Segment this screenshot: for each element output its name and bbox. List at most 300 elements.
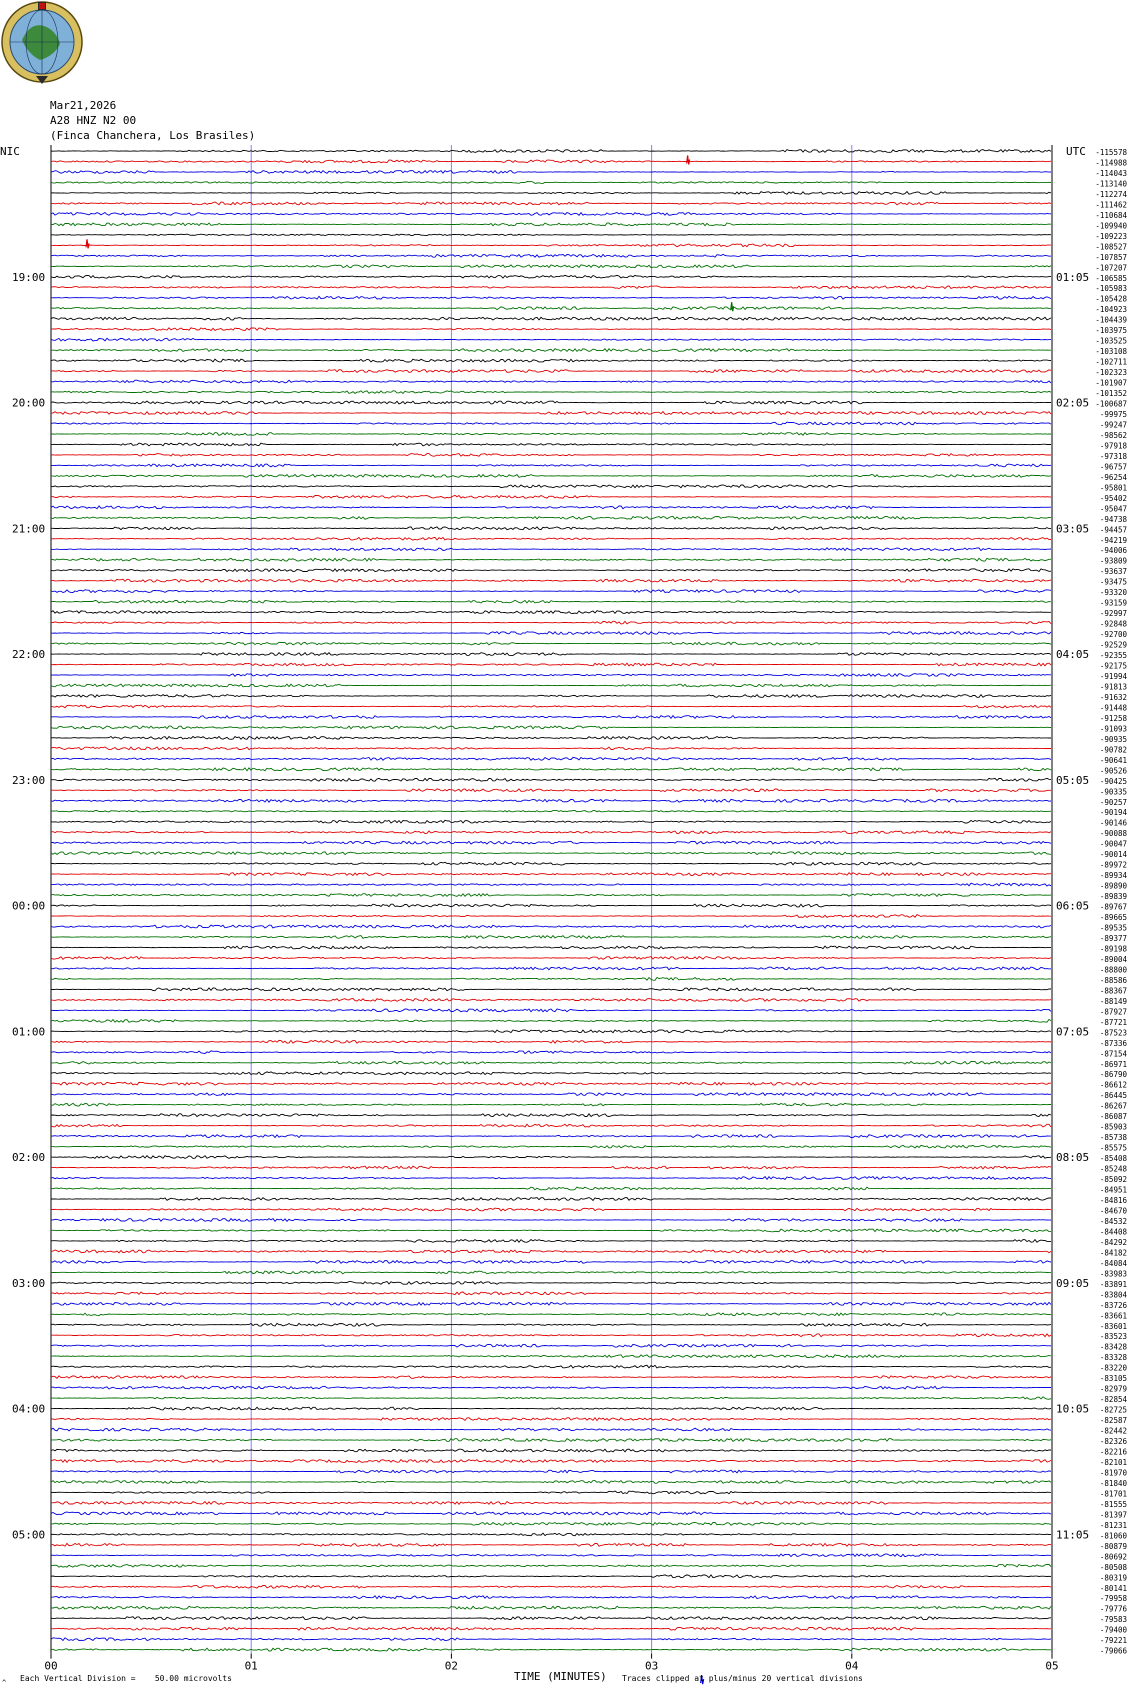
trace-offset-label: -96757 <box>1099 462 1127 472</box>
trace-offset-label: -85248 <box>1099 1164 1127 1174</box>
trace-offset-label: -79221 <box>1099 1636 1127 1646</box>
trace-90 <box>51 1093 1051 1096</box>
trace-offset-label: -93809 <box>1099 556 1127 566</box>
trace-offset-label: -103108 <box>1095 347 1127 357</box>
trace-20 <box>51 359 1051 362</box>
events <box>86 155 734 1684</box>
trace-offset-label: -90782 <box>1099 745 1127 755</box>
trace-offset-label: -84532 <box>1099 1216 1127 1226</box>
right-time-label: 11:05 <box>1056 1528 1090 1542</box>
trace-offset-label: -94219 <box>1099 535 1127 545</box>
trace-offset-label: -90014 <box>1099 850 1127 860</box>
left-time-label: 05:00 <box>12 1528 46 1542</box>
trace-offset-label: -114043 <box>1095 168 1127 178</box>
trace-offset-label: -86445 <box>1099 1091 1127 1101</box>
trace-offset-label: -79400 <box>1099 1625 1127 1635</box>
trace-106 <box>51 1261 1051 1264</box>
trace-132 <box>51 1533 1051 1536</box>
trace-101 <box>51 1208 1051 1211</box>
trace-offset-label: -108527 <box>1095 242 1127 252</box>
trace-77 <box>51 957 1051 960</box>
trace-offset-label: -89377 <box>1099 934 1127 943</box>
trace-offset-label: -88586 <box>1099 975 1127 985</box>
trace-offset-label: -84084 <box>1099 1258 1127 1268</box>
trace-offset-label: -104923 <box>1095 305 1127 315</box>
trace-offset-label: -95047 <box>1099 504 1127 514</box>
trace-92 <box>51 1114 1051 1117</box>
trace-offset-label: -101907 <box>1095 378 1127 388</box>
trace-114 <box>51 1344 1051 1347</box>
trace-offset-label: -79583 <box>1099 1615 1127 1625</box>
trace-offset-label: -85408 <box>1099 1154 1127 1164</box>
trace-offset-label: -97918 <box>1099 441 1127 451</box>
trace-offset-label: -91632 <box>1099 692 1127 702</box>
trace-offset-label: -93475 <box>1099 577 1127 587</box>
trace-offset-label: -84670 <box>1099 1206 1127 1216</box>
trace-81 <box>51 999 1051 1002</box>
trace-103 <box>51 1229 1051 1232</box>
trace-80 <box>51 988 1051 991</box>
trace-offset-label: -105983 <box>1095 284 1127 294</box>
trace-24 <box>51 401 1051 404</box>
trace-offset-label: -90146 <box>1099 818 1127 828</box>
trace-offset-label: -95801 <box>1099 483 1127 493</box>
left-time-label: 03:00 <box>12 1276 46 1290</box>
trace-9 <box>51 244 1051 247</box>
trace-136 <box>51 1575 1051 1578</box>
trace-offset-label: -82854 <box>1099 1395 1127 1405</box>
trace-offset-label: -90935 <box>1099 734 1127 744</box>
trace-offset-label: -89972 <box>1099 860 1127 870</box>
trace-53 <box>51 705 1051 708</box>
trace-offset-label: -87336 <box>1099 1038 1127 1048</box>
trace-26 <box>51 422 1051 425</box>
right-time-label: 01:05 <box>1056 270 1090 284</box>
trace-75 <box>51 936 1051 939</box>
trace-offset-label: -83983 <box>1099 1269 1127 1279</box>
trace-offset-label: -112274 <box>1095 189 1127 199</box>
trace-offset-label: -79958 <box>1099 1594 1127 1604</box>
trace-offset-label: -83105 <box>1099 1374 1127 1384</box>
trace-30 <box>51 464 1051 467</box>
trace-offset-label: -90257 <box>1099 797 1127 807</box>
trace-100 <box>51 1198 1051 1201</box>
trace-offset-label: -81840 <box>1099 1478 1127 1488</box>
trace-73 <box>51 915 1051 918</box>
left-time-label: 22:00 <box>12 648 46 662</box>
trace-37 <box>51 537 1051 540</box>
trace-55 <box>51 726 1051 729</box>
trace-46 <box>51 632 1051 635</box>
trace-18 <box>51 338 1051 341</box>
trace-34 <box>51 506 1051 509</box>
trace-122 <box>51 1428 1051 1431</box>
trace-83 <box>51 1020 1051 1023</box>
trace-offset-label: -83428 <box>1099 1342 1127 1352</box>
trace-offset-label: -89934 <box>1099 871 1127 881</box>
trace-110 <box>51 1302 1051 1305</box>
trace-offset-label: -89767 <box>1099 902 1127 912</box>
right-time-label: 10:05 <box>1056 1402 1090 1416</box>
trace-117 <box>51 1376 1051 1379</box>
trace-71 <box>51 894 1051 897</box>
trace-14 <box>51 296 1051 299</box>
trace-68 <box>51 862 1051 865</box>
x-tick-label: 05 <box>1045 1659 1059 1673</box>
right-time-label: 08:05 <box>1056 1151 1090 1165</box>
trace-offset-label: -85903 <box>1099 1122 1127 1132</box>
x-tick-label: 03 <box>644 1659 659 1673</box>
right-time-label: 04:05 <box>1056 648 1090 662</box>
trace-72 <box>51 904 1051 907</box>
trace-89 <box>51 1082 1051 1085</box>
trace-offset-label: -99975 <box>1099 410 1127 419</box>
trace-offset-label: -107857 <box>1095 252 1127 262</box>
trace-offset-label: -85092 <box>1099 1175 1127 1185</box>
right-time-label: 02:05 <box>1056 396 1090 410</box>
trace-offset-label: -82101 <box>1099 1458 1127 1467</box>
trace-115 <box>51 1355 1051 1358</box>
trace-offset-label: -113140 <box>1095 179 1127 189</box>
right-time-label: 07:05 <box>1056 1025 1090 1039</box>
trace-offset-label: -86971 <box>1099 1059 1127 1069</box>
trace-offset-label: -105428 <box>1095 294 1127 304</box>
trace-offset-label: -89004 <box>1099 954 1127 964</box>
trace-offset-label: -93320 <box>1099 588 1127 598</box>
trace-offset-label: -81397 <box>1099 1510 1127 1520</box>
clip-note: Traces clipped at plus/minus 20 vertical divisions <box>622 1674 863 1683</box>
trace-91 <box>51 1103 1051 1106</box>
trace-108 <box>51 1282 1051 1285</box>
trace-offset-label: -114988 <box>1095 158 1127 168</box>
trace-21 <box>51 370 1051 373</box>
trace-128 <box>51 1491 1051 1494</box>
trace-126 <box>51 1470 1051 1473</box>
trace-74 <box>51 925 1051 928</box>
left-time-labels <box>12 271 45 1542</box>
trace-offset-label: -82725 <box>1099 1405 1127 1415</box>
trace-121 <box>51 1418 1051 1421</box>
trace-offset-label: -87154 <box>1099 1049 1127 1059</box>
trace-offset-label: -84951 <box>1099 1185 1127 1195</box>
trace-offset-label: -111462 <box>1095 200 1127 210</box>
trace-offset-label: -91813 <box>1099 682 1127 692</box>
trace-offset-label: -81555 <box>1099 1499 1127 1509</box>
trace-94 <box>51 1135 1051 1138</box>
trace-111 <box>51 1313 1051 1316</box>
trace-offset-label: -91994 <box>1099 672 1127 681</box>
trace-offset-label: -88800 <box>1099 965 1127 975</box>
trace-7 <box>51 223 1051 226</box>
trace-offset-label: -84816 <box>1099 1196 1127 1205</box>
trace-131 <box>51 1523 1051 1526</box>
trace-31 <box>51 475 1051 478</box>
trace-offset-label: -100687 <box>1095 399 1127 409</box>
trace-offset-label: -92848 <box>1099 619 1127 629</box>
trace-51 <box>51 684 1051 687</box>
trace-offset-label: -80141 <box>1099 1583 1127 1593</box>
trace-offset-label: -86790 <box>1099 1070 1127 1080</box>
trace-offset-label: -83661 <box>1099 1311 1127 1321</box>
trace-offset-label: -83523 <box>1099 1332 1127 1342</box>
trace-offset-label: -96254 <box>1099 472 1127 482</box>
trace-95 <box>51 1145 1051 1148</box>
trace-98 <box>51 1177 1051 1180</box>
trace-61 <box>51 789 1051 792</box>
trace-93 <box>51 1124 1051 1127</box>
trace-33 <box>51 495 1051 498</box>
trace-offset-label: -90641 <box>1099 755 1127 765</box>
record-date: Mar21,2026 <box>50 99 117 112</box>
trace-19 <box>51 349 1051 352</box>
trace-offset-label: -103525 <box>1095 336 1127 346</box>
trace-129 <box>51 1502 1051 1505</box>
trace-offset-label: -92355 <box>1099 651 1127 661</box>
trace-offset-label: -82979 <box>1099 1384 1127 1394</box>
trace-offset-label: -110684 <box>1095 210 1127 220</box>
trace-3 <box>51 181 1051 183</box>
event-spike-1 <box>731 302 734 311</box>
trace-0 <box>51 150 1051 153</box>
trace-offset-label: -89839 <box>1099 892 1127 902</box>
trace-offset-label: -82442 <box>1099 1426 1127 1436</box>
left-time-label: 20:00 <box>12 396 46 410</box>
trace-35 <box>51 516 1051 519</box>
trace-offset-label: -107207 <box>1095 263 1127 273</box>
trace-offset-label: -92997 <box>1099 609 1127 619</box>
trace-offset-label: -87721 <box>1099 1017 1127 1027</box>
trace-offset-label: -88367 <box>1099 986 1127 996</box>
trace-124 <box>51 1449 1051 1452</box>
trace-offset-label: -83328 <box>1099 1353 1127 1363</box>
trace-offset-label: -97318 <box>1099 451 1127 461</box>
trace-49 <box>51 663 1051 666</box>
x-tick-label: 01 <box>244 1659 258 1673</box>
event-spike-2 <box>687 155 690 164</box>
trace-offset-label: -93159 <box>1099 598 1127 608</box>
trace-4 <box>51 192 1051 195</box>
trace-120 <box>51 1407 1051 1410</box>
trace-offset-label: -90088 <box>1099 829 1127 839</box>
trace-offset-label: -83726 <box>1099 1300 1127 1310</box>
trace-137 <box>51 1585 1051 1588</box>
trace-118 <box>51 1386 1051 1389</box>
trace-offset-label: -84182 <box>1099 1248 1127 1258</box>
right-time-label: 03:05 <box>1056 522 1090 536</box>
trace-17 <box>51 328 1051 331</box>
trace-102 <box>51 1219 1051 1222</box>
trace-1 <box>51 160 1051 163</box>
trace-109 <box>51 1292 1051 1295</box>
trace-offset-label: -83891 <box>1099 1279 1127 1289</box>
trace-104 <box>51 1240 1051 1243</box>
trace-offset-label: -88149 <box>1099 996 1127 1006</box>
trace-offset-label: -80879 <box>1099 1541 1127 1551</box>
trace-97 <box>51 1166 1051 1169</box>
trace-28 <box>51 443 1051 446</box>
trace-116 <box>51 1365 1051 1368</box>
trace-66 <box>51 841 1051 844</box>
trace-offset-label: -83804 <box>1099 1290 1127 1300</box>
trace-63 <box>51 811 1051 812</box>
trace-offset-label: -82326 <box>1099 1437 1127 1447</box>
corner-mark: ^ <box>2 1679 7 1687</box>
trace-offset-label: -91258 <box>1099 713 1127 723</box>
x-axis-title: TIME (MINUTES) <box>514 1670 607 1683</box>
trace-84 <box>51 1030 1051 1033</box>
trace-130 <box>51 1512 1051 1515</box>
trace-offset-label: -90425 <box>1099 776 1127 786</box>
trace-32 <box>51 485 1051 488</box>
trace-112 <box>51 1323 1051 1326</box>
trace-offset-label: -82216 <box>1099 1447 1127 1457</box>
trace-58 <box>51 757 1051 760</box>
trace-15 <box>51 307 1051 310</box>
trace-offset-label: -89665 <box>1099 913 1127 923</box>
trace-67 <box>51 852 1051 855</box>
trace-offset-label: -82587 <box>1099 1416 1127 1426</box>
trace-offset-label: -101352 <box>1095 389 1127 399</box>
trace-offset-label: -92700 <box>1099 630 1127 640</box>
left-time-label: 04:00 <box>12 1402 46 1416</box>
trace-39 <box>51 558 1051 561</box>
trace-56 <box>51 737 1051 740</box>
trace-125 <box>51 1460 1051 1463</box>
trace-offset-label: -91093 <box>1099 724 1127 734</box>
left-time-label: 02:00 <box>12 1151 46 1165</box>
trace-57 <box>51 747 1051 750</box>
trace-36 <box>51 527 1051 530</box>
trace-offset-label: -89198 <box>1099 944 1127 954</box>
x-tick-label: 00 <box>44 1659 58 1673</box>
left-timezone-label: NIC <box>0 145 20 158</box>
trace-offset-label: -81060 <box>1099 1531 1127 1541</box>
trace-offset-label: -83220 <box>1099 1363 1127 1373</box>
trace-offset-label: -84292 <box>1099 1237 1127 1247</box>
trace-offset-label: -86087 <box>1099 1112 1127 1122</box>
trace-offset-label: -85575 <box>1099 1143 1127 1153</box>
trace-113 <box>51 1334 1051 1337</box>
trace-2 <box>51 171 1051 174</box>
trace-38 <box>51 548 1051 551</box>
trace-offset-label: -99247 <box>1099 420 1127 430</box>
trace-13 <box>51 286 1051 289</box>
trace-123 <box>51 1439 1051 1442</box>
trace-87 <box>51 1061 1051 1064</box>
trace-offset-labels <box>1095 148 1127 1656</box>
trace-offset-label: -89890 <box>1099 881 1127 891</box>
trace-23 <box>51 391 1051 394</box>
trace-22 <box>51 380 1051 383</box>
trace-6 <box>51 213 1051 216</box>
trace-offset-label: -90194 <box>1099 808 1127 818</box>
left-time-label: 21:00 <box>12 522 46 536</box>
trace-86 <box>51 1051 1051 1054</box>
trace-138 <box>51 1596 1051 1599</box>
trace-52 <box>51 695 1051 698</box>
trace-69 <box>51 873 1051 876</box>
trace-11 <box>51 265 1051 268</box>
x-tick-label: 04 <box>845 1659 859 1673</box>
station-code: A28 HNZ N2 00 <box>50 114 137 127</box>
trace-85 <box>51 1040 1051 1043</box>
trace-42 <box>51 590 1051 593</box>
trace-44 <box>51 611 1051 614</box>
trace-offset-label: -87927 <box>1099 1007 1127 1017</box>
trace-offset-label: -93637 <box>1099 567 1127 577</box>
trace-29 <box>51 454 1051 457</box>
right-time-label: 05:05 <box>1056 773 1090 787</box>
trace-offset-label: -106585 <box>1095 273 1127 283</box>
trace-16 <box>51 317 1051 320</box>
right-time-label: 09:05 <box>1056 1276 1090 1290</box>
trace-107 <box>51 1271 1051 1274</box>
trace-25 <box>51 412 1051 415</box>
trace-offset-label: -86267 <box>1099 1101 1127 1111</box>
trace-47 <box>51 642 1051 645</box>
trace-offset-label: -83601 <box>1099 1321 1127 1331</box>
trace-offset-label: -85738 <box>1099 1133 1127 1143</box>
trace-50 <box>51 674 1051 677</box>
trace-offset-label: -115578 <box>1095 148 1127 157</box>
right-time-labels <box>1056 271 1089 1542</box>
trace-119 <box>51 1397 1051 1400</box>
trace-offset-label: -109940 <box>1095 221 1127 231</box>
trace-139 <box>51 1606 1051 1609</box>
trace-offset-label: -102711 <box>1095 357 1127 367</box>
trace-offset-label: -80508 <box>1099 1562 1127 1572</box>
right-time-label: 06:05 <box>1056 899 1090 913</box>
left-time-label: 23:00 <box>12 773 46 787</box>
trace-10 <box>51 254 1051 257</box>
trace-54 <box>51 716 1051 719</box>
scale-note: Each Vertical Division = 50.00 microvolts <box>20 1674 232 1683</box>
trace-offset-label: -103975 <box>1095 326 1127 336</box>
traces <box>51 150 1051 1651</box>
trace-27 <box>51 433 1051 436</box>
trace-offset-label: -94738 <box>1099 514 1127 524</box>
trace-offset-label: -87523 <box>1099 1028 1127 1038</box>
trace-offset-label: -81701 <box>1099 1489 1127 1499</box>
right-timezone-label: UTC <box>1066 145 1086 158</box>
trace-45 <box>51 621 1051 624</box>
trace-12 <box>51 275 1051 278</box>
trace-offset-label: -104439 <box>1095 315 1127 325</box>
trace-62 <box>51 799 1051 802</box>
trace-offset-label: -81231 <box>1099 1520 1127 1530</box>
trace-133 <box>51 1543 1051 1546</box>
trace-140 <box>51 1617 1051 1620</box>
trace-41 <box>51 579 1051 582</box>
trace-offset-label: -90047 <box>1099 839 1127 849</box>
trace-offset-label: -95402 <box>1099 493 1127 503</box>
trace-offset-label: -90526 <box>1099 766 1127 776</box>
trace-8 <box>51 234 1051 235</box>
trace-96 <box>51 1156 1051 1159</box>
trace-127 <box>51 1481 1051 1484</box>
trace-64 <box>51 820 1051 823</box>
trace-99 <box>51 1187 1051 1190</box>
left-time-label: 01:00 <box>12 1025 46 1039</box>
trace-offset-label: -80692 <box>1099 1552 1127 1562</box>
trace-143 <box>51 1648 1051 1651</box>
trace-offset-label: -91448 <box>1099 703 1127 713</box>
event-spike-0 <box>86 239 89 248</box>
trace-76 <box>51 946 1051 949</box>
trace-offset-label: -109223 <box>1095 231 1127 241</box>
trace-70 <box>51 883 1051 886</box>
trace-offset-label: -89535 <box>1099 923 1127 933</box>
